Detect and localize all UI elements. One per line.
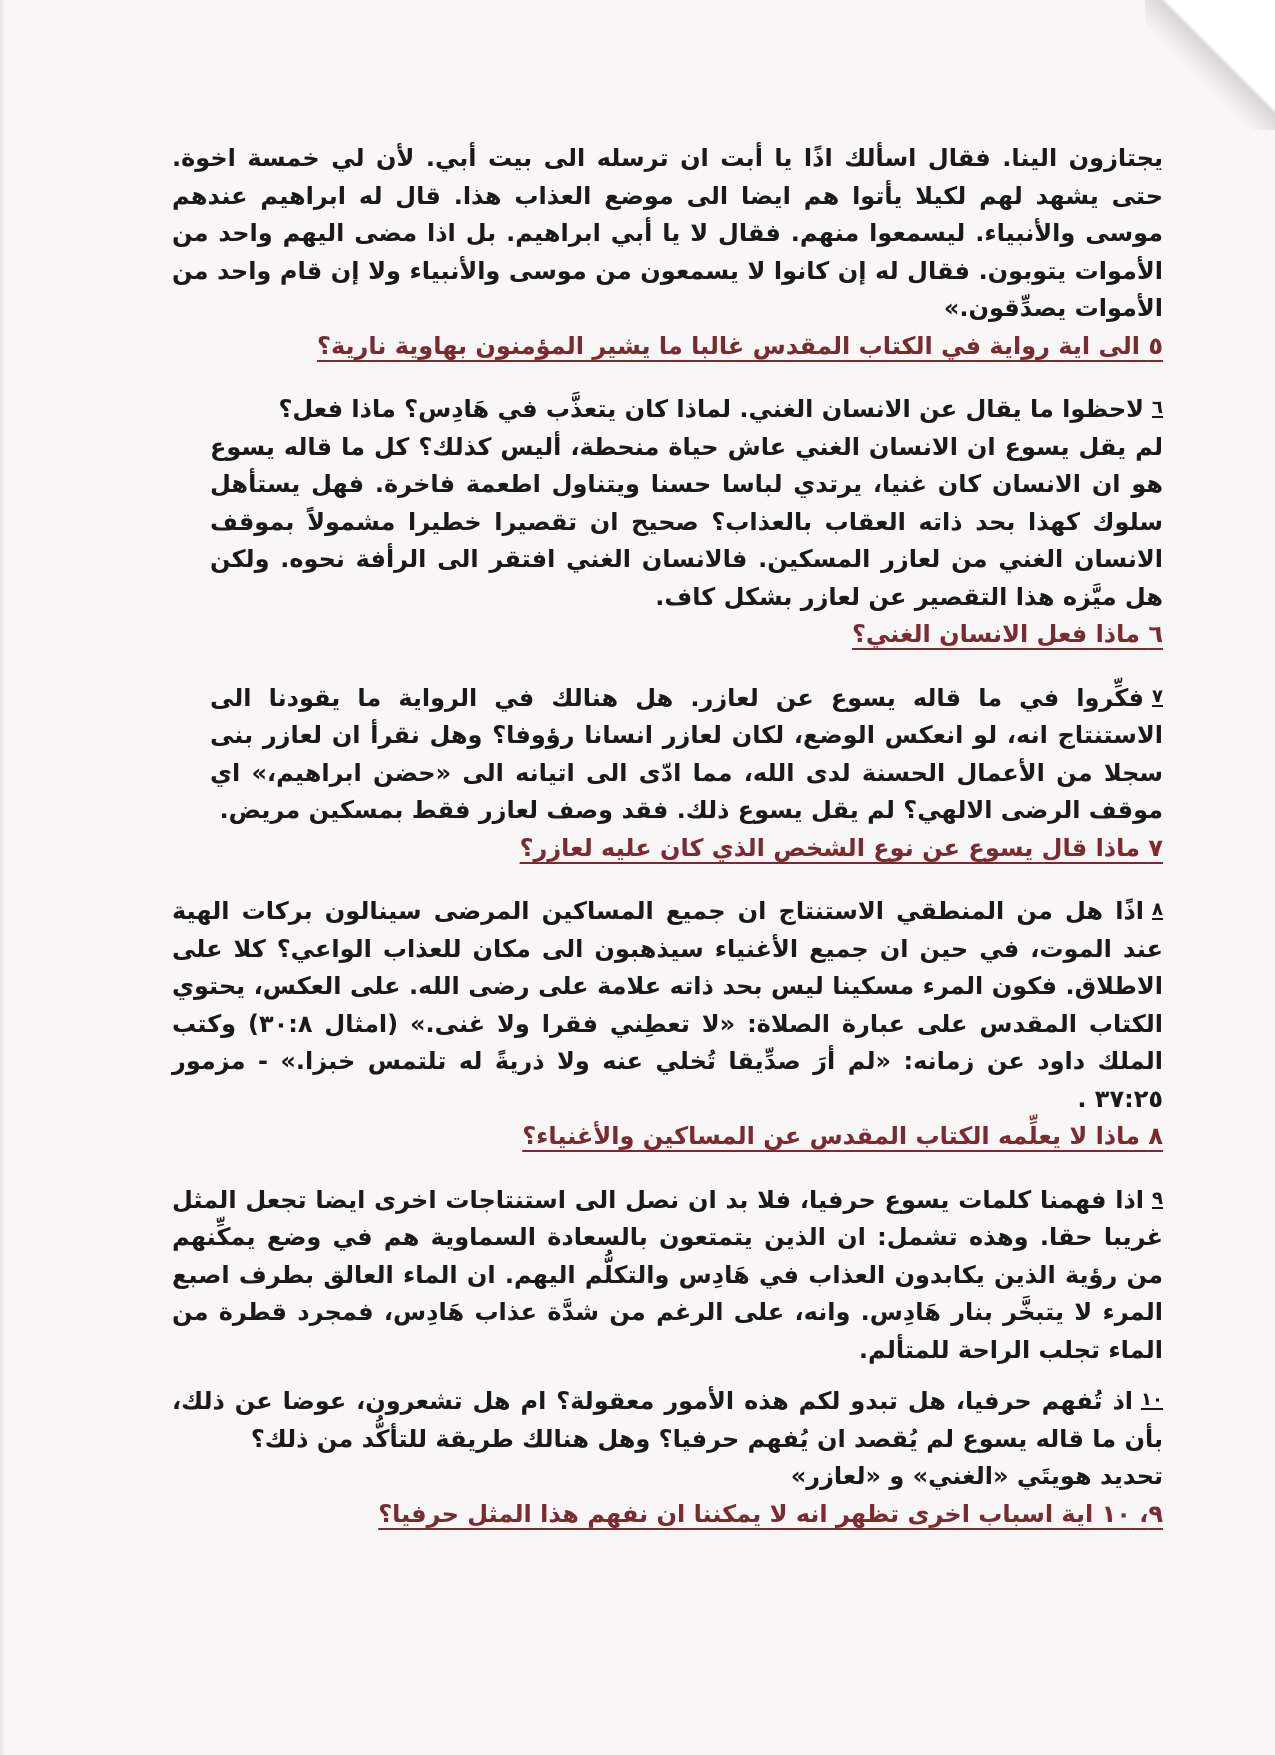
- paragraph-10-text: اذ تُفهم حرفيا، هل تبدو لكم هذه الأمور معقولة؟ ام هل تشعرون، عوضا عن ذلك، بأن ما قاله يسوع لم يُقصد ان يُفهم حرفيا؟ وهل هنالك طريقة للتأكُّد من ذلك؟: [172, 1387, 1163, 1453]
- section-heading-identities: تحديد هويتَي «الغني» و «لعازر»: [790, 1462, 1163, 1490]
- page-edge-shadow: [0, 0, 6, 1755]
- paragraph-10: [172, 1383, 1163, 1458]
- paragraph-number-8: ٨: [1152, 899, 1163, 920]
- paragraph-continuation: يجتازون الينا. فقال اسألك اذًا يا أبت ان ترسله الى بيت أبي. لأن لي خمسة اخوة. حتى يشهد لهم لكيلا يأتوا هم ايضا الى موضع العذاب هذا. قال له ابراهيم عندهم موسى والأنبياء. ليسمعوا منهم. فقال لا يا أبي ابراهيم. بل اذا مضى اليهم واحد من الأموات يتوبون. فقال له إن كانوا لا يسمعون من موسى والأنبياء ولا إن قام واحد من الأموات يصدِّقون.»: [172, 144, 1163, 322]
- paragraph-9: [172, 1182, 1163, 1370]
- folded-corner: [1145, 0, 1275, 130]
- question-8: ٨ ماذا لا يعلِّمه الكتاب المقدس عن المساكين والأغنياء؟: [522, 1122, 1163, 1150]
- question-5: ٥ الى اية رواية في الكتاب المقدس غالبا ما يشير المؤمنون بهاوية نارية؟: [317, 331, 1163, 360]
- paragraph-7: [210, 680, 1163, 830]
- question-9-10: ٩، ١٠ اية اسباب اخرى تظهر انه لا يمكننا ان نفهم هذا المثل حرفيا؟: [378, 1499, 1163, 1528]
- paragraph-6-body: لم يقل يسوع ان الانسان الغني عاش حياة منحطة، أليس كذلك؟ كل ما قاله يسوع هو ان الانسان كان غنيا، يرتدي لباسا حسنا ويتناول اطعمة فاخرة. فهل يستأهل سلوك كهذا بحد ذاته العقاب بالعذاب؟ صحيح ان تقصيرا خطيرا مشمولاً بموقف الانسان الغني من لعازر المسكين. فالانسان الغني افتقر الى الرأفة نحوه. ولكن هل ميَّزه هذا التقصير عن لعازر بشكل كاف.: [210, 432, 1163, 611]
- paragraph-8-text: اذًا هل من المنطقي الاستنتاج ان جميع المساكين المرضى سينالون بركات الهية عند الموت، في حين ان جميع الأغنياء سيذهبون الى مكان للعذاب الواعي؟ كلا على الاطلاق. فكون المرء مسكينا ليس بحد ذاته علامة على رضى الله. على العكس، يحتوي الكتاب المقدس على عبارة الصلاة: «لا تعطِني فقرا ولا غنى.» (امثال ٣٠:٨) وكتب الملك داود عن زمانه: «لم أرَ صدِّيقا تُخلي عنه ولا ذريةً له تلتمس خبزا.» - مزمور ٣٧:٢٥ .: [172, 897, 1163, 1113]
- paragraph-8: [172, 893, 1163, 1118]
- question-7: ٧ ماذا قال يسوع عن نوع الشخص الذي كان عليه لعازر؟: [519, 833, 1163, 862]
- paragraph-7-text: فكِّروا في ما قاله يسوع عن لعازر. هل هنالك في الرواية ما يقودنا الى الاستنتاج انه، لو انعكس الوضع، لكان لعازر انسانا رؤوفا؟ وهل نقرأ ان لعازر بنى سجلا من الأعمال الحسنة لدى الله، مما ادّى الى اتيانه الى «حضن ابراهيم،» اي موقف الرضى الالهي؟ لم يقل يسوع ذلك. فقد وصف لعازر فقط بمسكين مريض.: [210, 683, 1163, 824]
- paragraph-6-intro: [172, 391, 1163, 429]
- page-text: [172, 140, 1163, 1533]
- paragraph-number-10: ١٠: [1141, 1389, 1163, 1410]
- paragraph-number-9: ٩: [1152, 1187, 1163, 1209]
- paragraph-number-7: ٧: [1152, 685, 1163, 707]
- paragraph-6-intro-text: لاحظوا ما يقال عن الانسان الغني. لماذا كان يتعذَّب في هَادِس؟ ماذا فعل؟: [278, 395, 1144, 423]
- question-6: ٦ ماذا فعل الانسان الغني؟: [852, 620, 1163, 648]
- paragraph-number-6: ٦: [1152, 397, 1163, 418]
- paragraph-9-text: اذا فهمنا كلمات يسوع حرفيا، فلا بد ان نصل الى استنتاجات اخرى ايضا تجعل المثل غريبا حقا. وهذه تشمل: ان الذين يتمتعون بالسعادة السماوية هم في وضع يمكِّنهم من رؤية الذين يكابدون العذاب في هَادِس والتكلُّم اليهم. ان الماء العالق بطرف اصبع المرء لا يتبخَّر بنار هَادِس. وانه، على الرغم من شدَّة عذاب هَادِس، فمجرد قطرة من الماء تجلب الراحة للمتألم.: [172, 1185, 1163, 1364]
